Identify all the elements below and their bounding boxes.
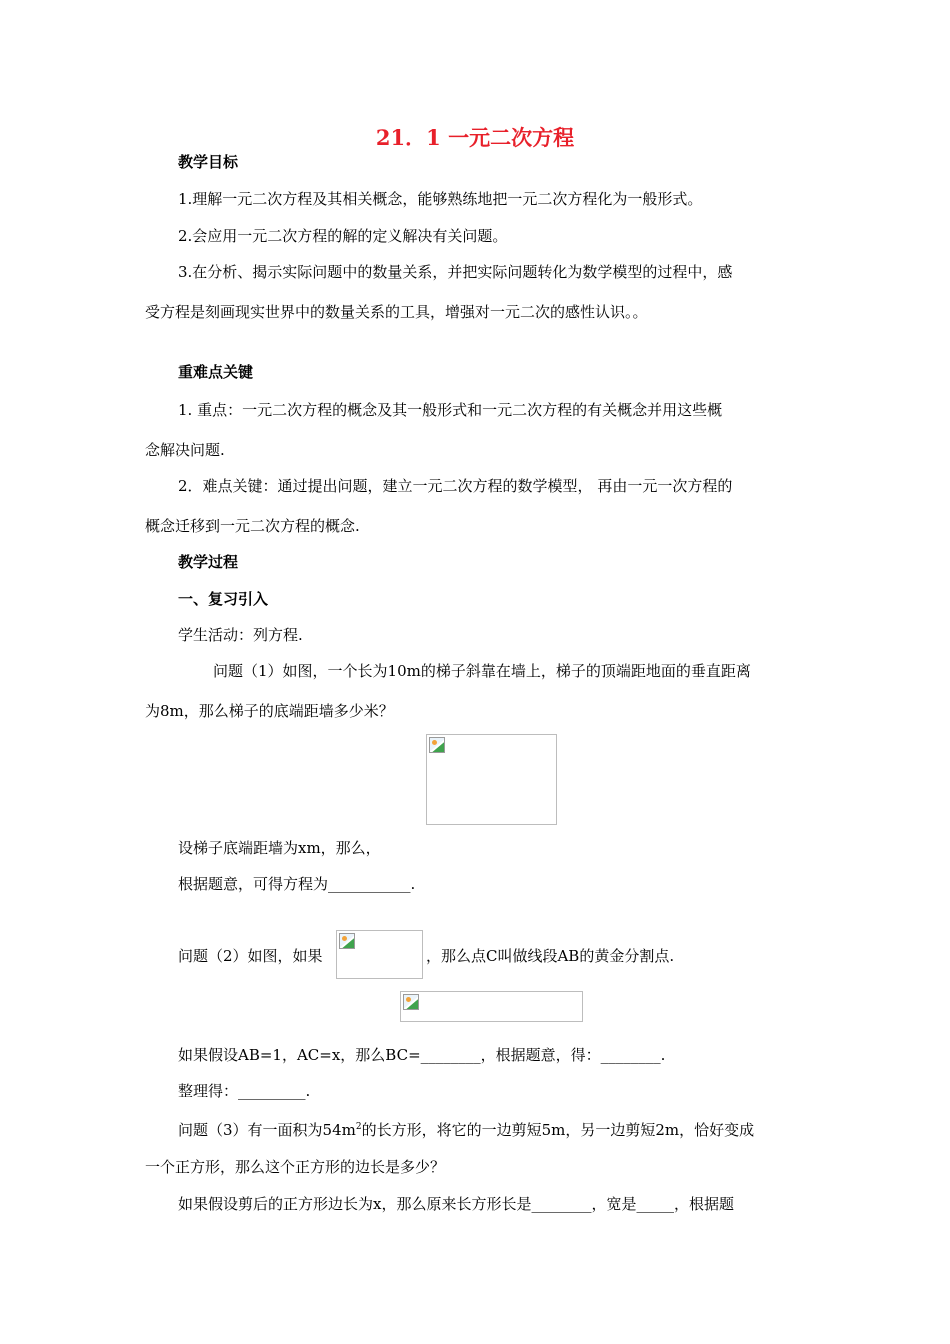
process-heading: 教学过程 [178,553,239,571]
question-3-line-1 [178,1117,754,1140]
goal-3-line-1: 3.在分析、揭示实际问题中的数量关系，并把实际问题转化为数学模型的过程中，感 [178,263,733,281]
key-point-1-line-1: 1. 重点：一元二次方程的概念及其一般形式和一元二次方程的有关概念并用这些概 [178,401,723,419]
goals-heading: 教学目标 [178,153,239,171]
question-3-line-1-start: 问题（3）有一面积为54m [178,1121,356,1139]
goal-3-line-2: 受方程是刻画现实世界中的数量关系的工具，增强对一元二次的感性认识。。 [145,303,648,321]
question-2-assumption: 如果假设AB=1，AC=x，那么BC=________，根据题意，得：________. [178,1046,666,1064]
question-1-line-1: 问题（1）如图，一个长为10m的梯子斜靠在墙上，梯子的顶端距地面的垂直距离 [213,662,751,680]
broken-image-icon [339,933,355,949]
page-title: 21．1 一元二次方程 [375,125,575,150]
key-point-2-line-2: 概念迁移到一元二次方程的概念. [145,517,360,535]
question-3-line-3: 如果假设剪后的正方形边长为x，那么原来长方形长是________，宽是_____，根据题 [178,1195,734,1213]
question-3-line-1-end: 的长方形，将它的一边剪短5m，另一边剪短2m，恰好变成 [361,1121,755,1139]
goal-2: 2.会应用一元二次方程的解的定义解决有关问题。 [178,227,508,245]
question-3-line-2: 一个正方形，那么这个正方形的边长是多少？ [145,1158,446,1176]
question-2-suffix: ，那么点C叫做线段AB的黄金分割点. [426,947,675,965]
question-2-prefix: 问题（2）如图，如果 [178,947,323,965]
golden-ratio-formula-image [336,930,423,979]
student-activity: 学生活动：列方程. [178,626,303,644]
key-points-heading: 重难点关键 [178,363,254,381]
question-2-simplify: 整理得：_________. [178,1082,311,1100]
area-unit-superscript: 2 [355,1122,362,1132]
goal-1: 1.理解一元二次方程及其相关概念，能够熟练地把一元二次方程化为一般形式。 [178,190,703,208]
ladder-figure-image [426,734,557,825]
broken-image-icon [429,737,445,753]
review-heading: 一、复习引入 [178,590,269,608]
question-1-set-variable: 设梯子底端距墙为xm，那么， [178,839,381,857]
broken-image-icon [403,994,419,1010]
key-point-2-line-1: 2．难点关键：通过提出问题，建立一元二次方程的数学模型， 再由一元一次方程的 [178,477,733,495]
question-1-equation: 根据题意，可得方程为___________. [178,875,416,893]
segment-ab-figure-image [400,991,583,1022]
question-1-line-2: 为8m，那么梯子的底端距墙多少米？ [145,702,394,720]
key-point-1-line-2: 念解决问题. [145,441,225,459]
